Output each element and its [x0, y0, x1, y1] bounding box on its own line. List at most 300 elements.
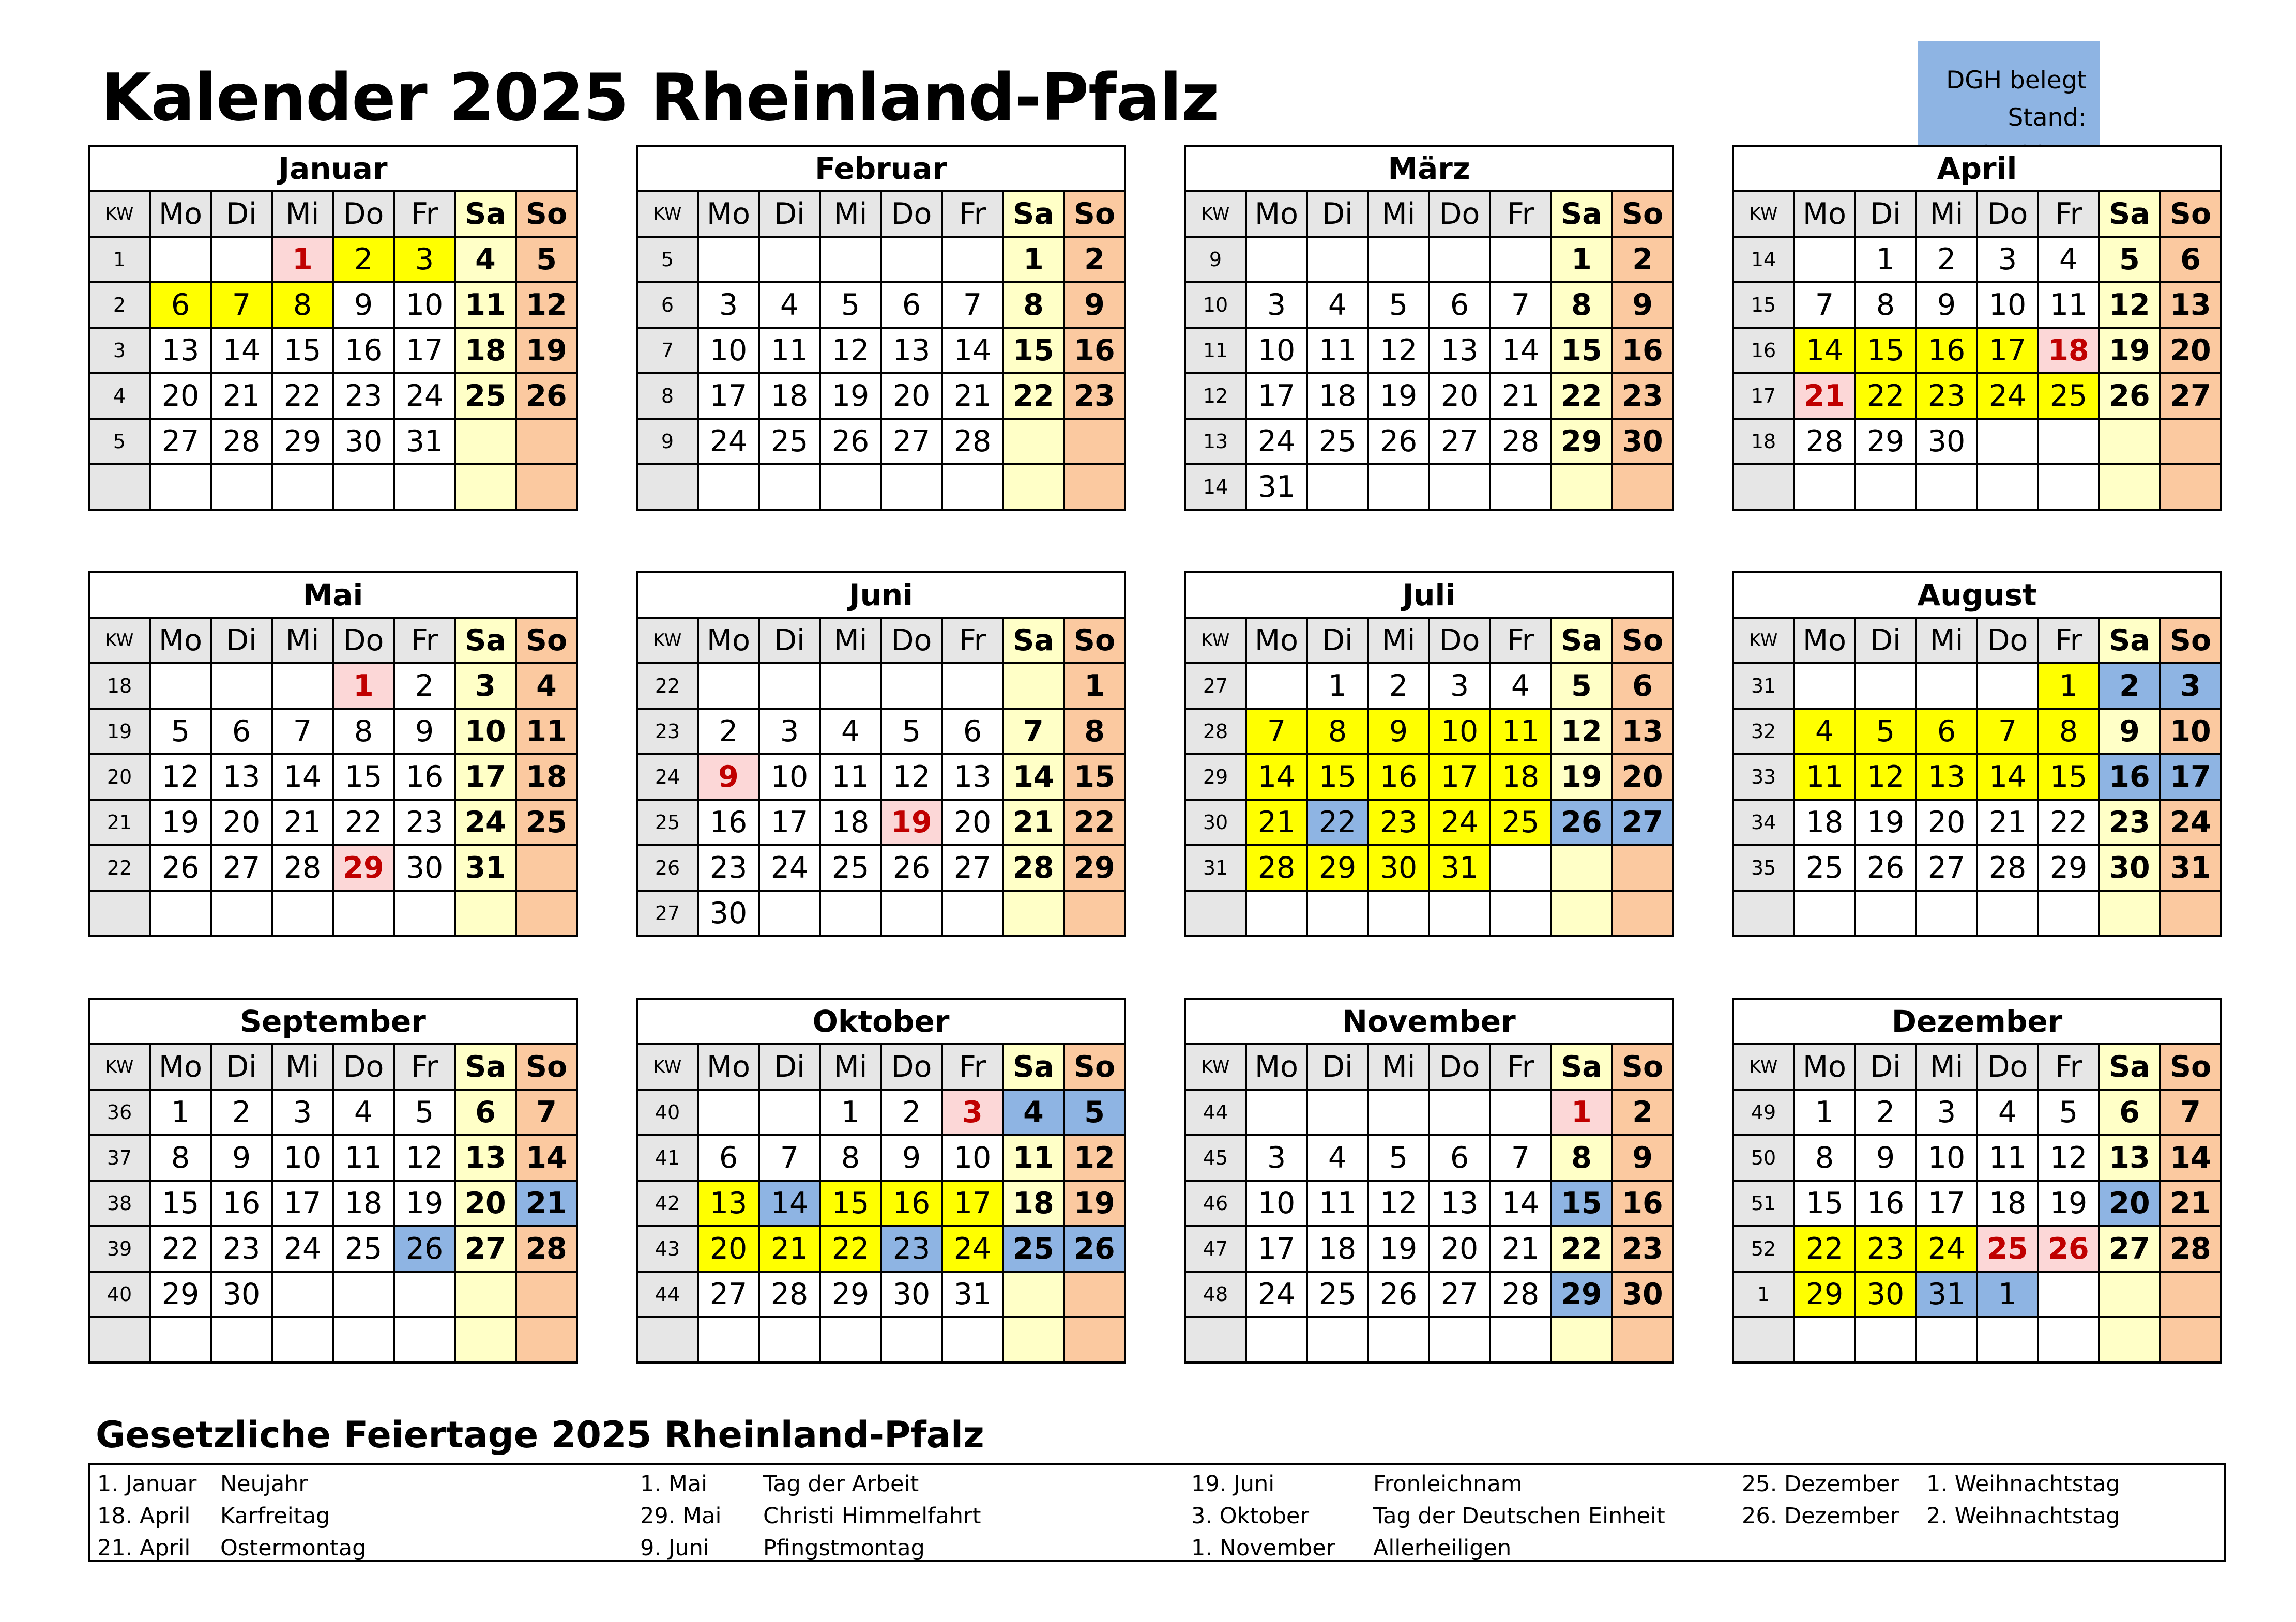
day-cell: 9	[2099, 709, 2160, 754]
day-cell: 22	[1794, 1226, 1855, 1272]
day-cell: 22	[1551, 373, 1612, 419]
weekday-header: So	[516, 191, 577, 237]
day-cell	[820, 1317, 881, 1363]
day-cell	[455, 1272, 516, 1317]
day-cell: 8	[1855, 282, 1916, 328]
month-dezember	[1732, 998, 2221, 1364]
day-cell: 14	[2160, 1135, 2221, 1181]
day-cell: 5	[1551, 663, 1612, 709]
day-cell: 13	[698, 1181, 759, 1226]
day-cell	[1977, 419, 2038, 464]
day-cell	[1307, 237, 1368, 282]
day-cell: 24	[1977, 373, 2038, 419]
week-number: 18	[89, 663, 150, 709]
week-number	[1185, 891, 1246, 936]
month-title-row	[1733, 572, 2221, 618]
day-cell	[150, 1317, 211, 1363]
week-number: 31	[1185, 845, 1246, 891]
weekday-header: Do	[881, 618, 942, 663]
day-cell: 17	[942, 1181, 1003, 1226]
day-cell	[1429, 237, 1490, 282]
weekday-header: Sa	[1551, 1044, 1612, 1090]
day-cell: 14	[516, 1135, 577, 1181]
day-cell: 23	[394, 800, 455, 845]
day-cell	[1307, 1317, 1368, 1363]
month-name: Februar	[637, 146, 1125, 191]
day-cell: 27	[211, 845, 272, 891]
day-cell: 2	[1916, 237, 1977, 282]
day-cell: 27	[1916, 845, 1977, 891]
day-cell: 10	[942, 1135, 1003, 1181]
day-cell: 3	[942, 1090, 1003, 1135]
day-cell	[1916, 1317, 1977, 1363]
day-cell	[2038, 1272, 2099, 1317]
holiday-name: Neujahr	[220, 1471, 308, 1497]
day-cell: 22	[1551, 1226, 1612, 1272]
day-cell: 19	[1368, 373, 1429, 419]
day-cell: 26	[1368, 419, 1429, 464]
day-cell: 21	[942, 373, 1003, 419]
day-cell: 21	[1977, 800, 2038, 845]
week-row	[1733, 1226, 2221, 1272]
day-cell: 17	[1246, 373, 1307, 419]
holidays-title: Gesetzliche Feiertage 2025 Rheinland-Pfalz	[96, 1414, 984, 1456]
week-number: 7	[637, 328, 698, 373]
day-cell: 8	[1551, 1135, 1612, 1181]
day-cell: 4	[455, 237, 516, 282]
day-cell	[759, 891, 820, 936]
holiday-name: Christi Himmelfahrt	[763, 1503, 981, 1529]
day-cell	[1551, 891, 1612, 936]
day-cell: 5	[1368, 282, 1429, 328]
day-cell: 19	[516, 328, 577, 373]
day-cell	[1490, 1317, 1551, 1363]
weekday-header: Mo	[698, 191, 759, 237]
day-cell: 3	[455, 663, 516, 709]
day-cell: 4	[1307, 1135, 1368, 1181]
day-cell: 2	[881, 1090, 942, 1135]
day-cell: 1	[333, 663, 394, 709]
day-cell: 11	[455, 282, 516, 328]
day-cell: 3	[1246, 1135, 1307, 1181]
month-name: Mai	[89, 572, 577, 618]
day-cell	[272, 464, 333, 510]
day-cell	[820, 464, 881, 510]
day-cell: 10	[1916, 1135, 1977, 1181]
day-cell	[1855, 464, 1916, 510]
day-cell: 22	[333, 800, 394, 845]
day-cell: 8	[1003, 282, 1064, 328]
day-cell	[698, 663, 759, 709]
day-cell: 28	[2160, 1226, 2221, 1272]
day-cell: 31	[394, 419, 455, 464]
day-cell: 14	[942, 328, 1003, 373]
day-cell: 21	[211, 373, 272, 419]
weekday-header: Mi	[1368, 191, 1429, 237]
week-number: 50	[1733, 1135, 1794, 1181]
week-row	[89, 464, 577, 510]
day-cell: 2	[211, 1090, 272, 1135]
weekday-header: Fr	[2038, 618, 2099, 663]
day-cell: 27	[1429, 419, 1490, 464]
day-cell	[150, 237, 211, 282]
day-cell: 16	[1612, 328, 1673, 373]
weekday-header: Mi	[820, 618, 881, 663]
day-cell: 12	[2038, 1135, 2099, 1181]
week-row	[1185, 1317, 1673, 1363]
day-cell	[881, 1317, 942, 1363]
weekday-header: Di	[1855, 191, 1916, 237]
week-row	[1733, 845, 2221, 891]
week-row	[1733, 1135, 2221, 1181]
day-cell: 10	[759, 754, 820, 800]
day-cell	[942, 1317, 1003, 1363]
day-cell: 31	[2160, 845, 2221, 891]
day-cell: 17	[1246, 1226, 1307, 1272]
month-oktober	[636, 998, 1124, 1364]
day-cell	[1246, 663, 1307, 709]
day-cell: 21	[272, 800, 333, 845]
month-table	[636, 571, 1126, 937]
day-cell	[1307, 1090, 1368, 1135]
weekday-header: Fr	[942, 1044, 1003, 1090]
month-table	[88, 145, 578, 511]
day-cell: 23	[698, 845, 759, 891]
month-november	[1184, 998, 1672, 1364]
month-title-row	[1733, 146, 2221, 191]
holiday-date: 1. Januar	[97, 1471, 197, 1497]
day-cell	[1551, 464, 1612, 510]
week-number: 9	[1185, 237, 1246, 282]
kw-header: KW	[1733, 191, 1794, 237]
day-cell: 6	[1429, 1135, 1490, 1181]
day-cell	[150, 663, 211, 709]
week-number: 26	[637, 845, 698, 891]
month-title-row	[89, 146, 577, 191]
week-number: 47	[1185, 1226, 1246, 1272]
day-cell: 24	[455, 800, 516, 845]
day-cell: 20	[698, 1226, 759, 1272]
weekday-header: Sa	[2099, 1044, 2160, 1090]
weekday-header: Mi	[1916, 618, 1977, 663]
day-cell: 3	[698, 282, 759, 328]
day-cell	[1246, 1090, 1307, 1135]
week-row	[1733, 663, 2221, 709]
day-cell	[2099, 419, 2160, 464]
month-september	[88, 998, 576, 1364]
month-april	[1732, 145, 2221, 511]
week-number: 14	[1185, 464, 1246, 510]
day-cell	[1368, 1317, 1429, 1363]
day-cell: 20	[150, 373, 211, 419]
week-row	[1733, 237, 2221, 282]
day-cell: 25	[1794, 845, 1855, 891]
week-number: 9	[637, 419, 698, 464]
weekday-header: So	[2160, 618, 2221, 663]
day-cell: 3	[1246, 282, 1307, 328]
weekday-header: Mo	[1246, 1044, 1307, 1090]
day-cell	[881, 464, 942, 510]
day-cell	[1429, 464, 1490, 510]
weekday-header: Sa	[1551, 618, 1612, 663]
day-cell: 12	[1064, 1135, 1125, 1181]
day-cell: 1	[1307, 663, 1368, 709]
weekday-header: Do	[881, 1044, 942, 1090]
week-row	[637, 373, 1125, 419]
day-cell: 8	[820, 1135, 881, 1181]
day-cell: 20	[2099, 1181, 2160, 1226]
day-cell	[1064, 464, 1125, 510]
week-row	[637, 891, 1125, 936]
day-cell	[516, 1317, 577, 1363]
day-cell: 3	[759, 709, 820, 754]
day-cell: 11	[1490, 709, 1551, 754]
day-cell: 24	[272, 1226, 333, 1272]
day-cell: 21	[1794, 373, 1855, 419]
day-cell: 1	[150, 1090, 211, 1135]
day-cell: 19	[394, 1181, 455, 1226]
day-cell: 27	[698, 1272, 759, 1317]
day-cell: 22	[2038, 800, 2099, 845]
week-number: 24	[637, 754, 698, 800]
day-cell: 20	[942, 800, 1003, 845]
day-cell: 16	[1855, 1181, 1916, 1226]
day-cell: 16	[333, 328, 394, 373]
day-cell	[516, 891, 577, 936]
day-cell: 10	[272, 1135, 333, 1181]
week-number: 34	[1733, 800, 1794, 845]
week-row	[1733, 891, 2221, 936]
day-cell: 3	[1429, 663, 1490, 709]
week-number: 5	[637, 237, 698, 282]
day-cell	[455, 464, 516, 510]
day-cell: 24	[698, 419, 759, 464]
day-cell: 9	[1368, 709, 1429, 754]
week-row	[1185, 1135, 1673, 1181]
day-cell: 18	[333, 1181, 394, 1226]
weekday-header: Fr	[1490, 1044, 1551, 1090]
day-cell: 5	[394, 1090, 455, 1135]
day-cell: 18	[1977, 1181, 2038, 1226]
day-cell: 1	[1855, 237, 1916, 282]
weekday-header-row	[637, 191, 1125, 237]
day-cell: 29	[1794, 1272, 1855, 1317]
holiday-date: 18. April	[97, 1503, 191, 1529]
day-cell: 15	[1551, 1181, 1612, 1226]
week-number: 51	[1733, 1181, 1794, 1226]
day-cell	[516, 1272, 577, 1317]
day-cell	[1429, 1090, 1490, 1135]
day-cell: 24	[759, 845, 820, 891]
week-row	[637, 709, 1125, 754]
weekday-header: Sa	[1003, 191, 1064, 237]
weekday-header: Do	[1977, 191, 2038, 237]
day-cell: 2	[2099, 663, 2160, 709]
day-cell: 3	[1916, 1090, 1977, 1135]
day-cell: 1	[1794, 1090, 1855, 1135]
week-row	[1185, 419, 1673, 464]
day-cell: 2	[1612, 1090, 1673, 1135]
day-cell: 17	[2160, 754, 2221, 800]
day-cell	[1307, 464, 1368, 510]
day-cell	[1003, 1317, 1064, 1363]
holiday-name: Fronleichnam	[1373, 1471, 1523, 1497]
day-cell: 5	[516, 237, 577, 282]
day-cell: 26	[150, 845, 211, 891]
holiday-date: 3. Oktober	[1191, 1503, 1310, 1529]
day-cell: 26	[820, 419, 881, 464]
day-cell	[698, 1090, 759, 1135]
day-cell: 26	[1368, 1272, 1429, 1317]
month-juni	[636, 571, 1124, 937]
month-name: August	[1733, 572, 2221, 618]
day-cell	[1855, 891, 1916, 936]
month-table	[88, 571, 578, 937]
day-cell: 12	[1551, 709, 1612, 754]
day-cell: 29	[1551, 419, 1612, 464]
day-cell: 16	[881, 1181, 942, 1226]
day-cell: 4	[333, 1090, 394, 1135]
week-row	[637, 1181, 1125, 1226]
week-row	[637, 1272, 1125, 1317]
day-cell: 15	[820, 1181, 881, 1226]
weekday-header: Fr	[2038, 1044, 2099, 1090]
day-cell	[1490, 845, 1551, 891]
week-number: 46	[1185, 1181, 1246, 1226]
week-row	[89, 663, 577, 709]
week-row	[89, 891, 577, 936]
day-cell: 20	[455, 1181, 516, 1226]
day-cell: 27	[1429, 1272, 1490, 1317]
day-cell: 30	[333, 419, 394, 464]
day-cell	[1977, 663, 2038, 709]
day-cell	[820, 663, 881, 709]
month-title-row	[1185, 999, 1673, 1044]
day-cell: 27	[2160, 373, 2221, 419]
day-cell: 25	[333, 1226, 394, 1272]
day-cell: 1	[1003, 237, 1064, 282]
weekday-header: Sa	[1551, 191, 1612, 237]
day-cell: 14	[211, 328, 272, 373]
day-cell	[2038, 891, 2099, 936]
day-cell	[1977, 464, 2038, 510]
day-cell: 27	[881, 419, 942, 464]
week-row	[89, 845, 577, 891]
holiday-date: 19. Juni	[1191, 1471, 1275, 1497]
kw-header: KW	[1733, 618, 1794, 663]
day-cell: 12	[1368, 328, 1429, 373]
day-cell: 21	[1003, 800, 1064, 845]
day-cell: 15	[1855, 328, 1916, 373]
day-cell: 6	[2160, 237, 2221, 282]
weekday-header: So	[1612, 618, 1673, 663]
page-title: Kalender 2025 Rheinland-Pfalz	[101, 59, 1219, 135]
day-cell: 2	[1064, 237, 1125, 282]
week-row	[89, 1272, 577, 1317]
day-cell: 2	[1855, 1090, 1916, 1135]
week-row	[1733, 328, 2221, 373]
day-cell: 7	[1490, 1135, 1551, 1181]
week-number: 14	[1733, 237, 1794, 282]
day-cell: 29	[1855, 419, 1916, 464]
day-cell: 2	[333, 237, 394, 282]
weekday-header-row	[1733, 1044, 2221, 1090]
day-cell	[1612, 464, 1673, 510]
weekday-header: Di	[1855, 1044, 1916, 1090]
day-cell: 24	[1916, 1226, 1977, 1272]
week-row	[1185, 709, 1673, 754]
day-cell: 26	[2038, 1226, 2099, 1272]
day-cell: 8	[1307, 709, 1368, 754]
kw-header: KW	[637, 618, 698, 663]
week-number: 32	[1733, 709, 1794, 754]
day-cell: 19	[2099, 328, 2160, 373]
day-cell: 20	[211, 800, 272, 845]
day-cell: 6	[1429, 282, 1490, 328]
day-cell: 14	[1977, 754, 2038, 800]
week-number: 16	[1733, 328, 1794, 373]
day-cell: 18	[759, 373, 820, 419]
day-cell: 8	[272, 282, 333, 328]
week-number	[89, 1317, 150, 1363]
day-cell: 4	[1307, 282, 1368, 328]
legend-date-label: Stand:	[2008, 103, 2087, 132]
month-title-row	[637, 146, 1125, 191]
holiday-date: 9. Juni	[640, 1535, 709, 1561]
day-cell: 28	[1246, 845, 1307, 891]
week-number: 2	[89, 282, 150, 328]
day-cell: 28	[1794, 419, 1855, 464]
week-row	[1185, 891, 1673, 936]
day-cell	[1916, 663, 1977, 709]
day-cell: 9	[1064, 282, 1125, 328]
day-cell	[1064, 1317, 1125, 1363]
holiday-name: Tag der Arbeit	[763, 1471, 919, 1497]
day-cell: 27	[150, 419, 211, 464]
week-row	[89, 1135, 577, 1181]
day-cell: 14	[1003, 754, 1064, 800]
day-cell: 7	[1246, 709, 1307, 754]
weekday-header: Mi	[272, 1044, 333, 1090]
week-number	[89, 891, 150, 936]
day-cell: 30	[1368, 845, 1429, 891]
weekday-header: Di	[211, 618, 272, 663]
weekday-header: Mi	[1368, 618, 1429, 663]
day-cell: 13	[2160, 282, 2221, 328]
day-cell: 23	[211, 1226, 272, 1272]
weekday-header-row	[1733, 191, 2221, 237]
week-number	[1733, 891, 1794, 936]
day-cell: 24	[1246, 1272, 1307, 1317]
weekday-header: Do	[1429, 1044, 1490, 1090]
week-number: 52	[1733, 1226, 1794, 1272]
day-cell	[1368, 464, 1429, 510]
day-cell: 11	[516, 709, 577, 754]
week-number	[637, 464, 698, 510]
day-cell: 22	[272, 373, 333, 419]
day-cell: 23	[881, 1226, 942, 1272]
day-cell: 26	[516, 373, 577, 419]
day-cell: 12	[394, 1135, 455, 1181]
day-cell: 25	[1977, 1226, 2038, 1272]
day-cell: 25	[1003, 1226, 1064, 1272]
day-cell: 3	[2160, 663, 2221, 709]
day-cell: 15	[1003, 328, 1064, 373]
day-cell: 21	[2160, 1181, 2221, 1226]
weekday-header-row	[89, 618, 577, 663]
day-cell: 11	[1307, 328, 1368, 373]
weekday-header: Mi	[1368, 1044, 1429, 1090]
